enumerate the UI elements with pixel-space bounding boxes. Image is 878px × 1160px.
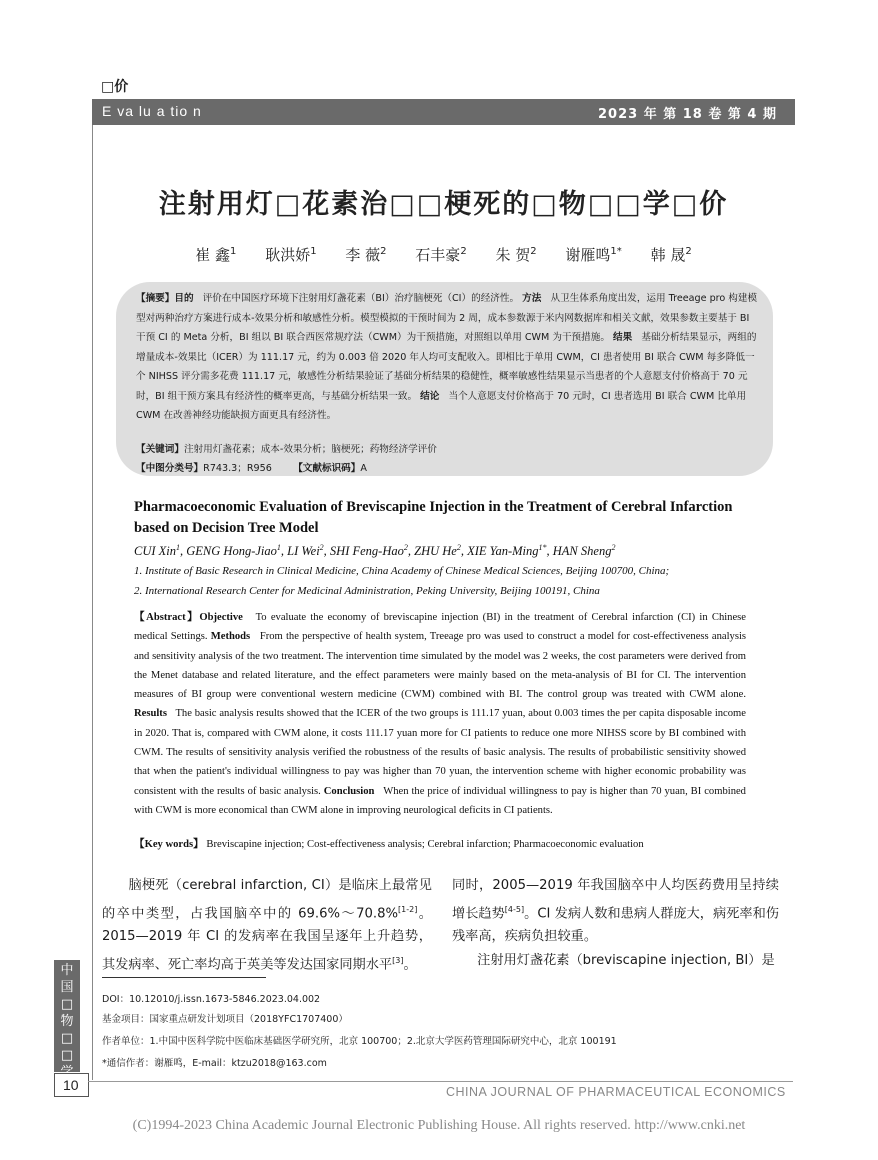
en-affiliation-1: 1. Institute of Basic Research in Clinical Medicine, China Academy of Chinese Medical Sciences, Beijing 100700, China; bbox=[134, 565, 670, 577]
page-number-box bbox=[54, 1073, 89, 1097]
footnote-fund: 基金项目：国家重点研发计划项目（2018YFC1707400） bbox=[102, 1014, 348, 1025]
en-abstract: 【Abstract】Objective To evaluate the economy of breviscapine injection (BI) in the treatment of Cerebral infarction (CI) in Chinese medical Settings. Methods From the perspective of health system, Treeage pro was used to construct a model for cost-effectiveness analysis and sensitivity analysis of the two treatment. The intervention time simulated by the model was 2 weeks, the cost parameters were derived from the Menet database and related literature, and the effect parameters were mainly based on the meta-analysis of BI for CI. The intervention measures of BI group were conventional western medicine (CWM) combined with BI. The control group was treated with CWM alone. Results The basic analysis results showed that the ICER of the two groups is 111.17 yuan, about 0.003 times the per capita disposable income in 2020. That is, compared with CWM alone, it costs 111.17 yuan more for CI patients to reduce one more NIHSS score by BI combined with CWM. The results of sensitivity analysis verified the robustness of the results of basic analysis. The results of probabilistic sensitivity showed that when the patient's individual willingness to pay was higher than 70 yuan, the intervention scheme with higher economic probability was consistent with the results of basic analysis. Conclusion When the price of individual willingness to pay is higher than 70 yuan, BI combined with CWM is more economical than CWM alone in improving neurological deficits in CI patients. bbox=[134, 612, 747, 816]
zh-classification: 【中图分类号】R743.3；R956 【文献标识码】A bbox=[136, 463, 367, 474]
en-affiliation-2: 2. International Research Center for Medicinal Administration, Peking University, Beijing 100191, China bbox=[134, 585, 600, 597]
body-left-column: 脑梗死（cerebral infarction, CI）是临床上最常见的卒中类型，占我国脑卒中的 69.6%～70.8%[1-2]。2015—2019 年 CI 的发病率在我国呈逐年上升趋势，其发病率、死亡率均高于英美等发达国家同期水平[3]。 bbox=[102, 878, 432, 973]
en-title: Pharmacoeconomic Evaluation of Breviscapine Injection in the Treatment of Cerebral Infarction based on Decision Tree Model bbox=[134, 499, 733, 536]
en-keywords: 【Key words】 Breviscapine injection; Cost-effectiveness analysis; Cerebral infarction; Pharmacoeconomic evaluation bbox=[134, 839, 644, 850]
author: 耿洪娇$^1$ bbox=[265, 246, 317, 264]
journal-name-footer: CHINA JOURNAL OF PHARMACEUTICAL ECONOMICS bbox=[446, 1085, 786, 1099]
footnote-corresponding: *通信作者：谢雁鸣，E-mail：ktzu2018@163.com bbox=[102, 1058, 327, 1069]
zh-keywords: 【关键词】注射用灯盏花素；成本-效果分析；脑梗死；药物经济学评价 bbox=[136, 444, 437, 455]
author: 韩 晟$^2$ bbox=[650, 246, 692, 264]
footnote-affiliation: 作者单位：1.中国中医科学院中医临床基础医学研究所，北京 100700；2.北京大学医药管理国际研究中心，北京 100191 bbox=[102, 1036, 617, 1047]
header-bar bbox=[92, 99, 795, 125]
left-rule bbox=[92, 125, 93, 1080]
section-label-en: E va lu a tio n bbox=[102, 103, 202, 119]
body-right-column: 同时，2005—2019 年我国脑卒中人均医药费用呈持续增长趋势[4-5]。CI 发病人数和患病人群庞大，病死率和伤残率高，疾病负担较重。 注射用灯盏花素（breviscapine injection, BI）是 bbox=[452, 878, 779, 968]
copyright-line: (C)1994-2023 China Academic Journal Electronic Publishing House. All rights reserved. http://www.cnki.net bbox=[132, 1118, 746, 1133]
author: 朱 贺$^2$ bbox=[495, 246, 537, 264]
en-author-list: CUI Xin$^1$, GENG Hong-Jiao$^1$, LI Wei$^2$, SHI Feng-Hao$^2$, ZHU He$^2$, XIE Yan-Ming$^{1*}$, HAN Sheng$^2$ bbox=[134, 543, 616, 559]
author: 石丰豪$^2$ bbox=[415, 246, 467, 264]
journal-side-tab: 中 国 □ 物 □ □ bbox=[54, 960, 80, 1072]
page-number: 10 bbox=[63, 1077, 79, 1093]
author: 李 薇$^2$ bbox=[345, 246, 387, 264]
footer-rule bbox=[88, 1081, 793, 1082]
author-list bbox=[92, 244, 795, 265]
issue-info: 2023 年 第 18 卷 第 4 期 bbox=[598, 107, 777, 122]
author: 谢雁鸣$^{1*}$ bbox=[565, 246, 622, 264]
zh-abstract: 【摘要】目的 评价在中国医疗环境下注射用灯盏花素（BI）治疗脑梗死（CI）的经济性。 方法 从卫生体系角度出发，运用 Treeage pro 构建模型对两种治疗方案进行成本-效果分析和敏感性分析。模型模拟的干预时间为 2 周，成本参数源于米内网数据库和相关文献，效果参数主要基于 BI 干预 CI 的 Meta 分析，BI 组以 BI 联合西医常规疗法（CWM）为干预措施，对照组以单用 CWM 为干预措施。 结果 基础分析结果显示，两组的增量成本-效果比（ICER）为 111.17 元，约为 0.003 倍 2020 年人均可支配收入。即相比于单用 CWM，CI 患者使用 BI 联合 CWM 每多降低一个 NIHSS 评分需多花费 111.17 元，敏感性分析结果验证了基础分析结果的稳健性，概率敏感性结果显示当患者的个人意愿支付价格高于 70 元时，BI 组干预方案具有经济性的概率更高，与基础分析结果一致。 结论 当个人意愿支付价格高于 70 元时，CI 患者选用 BI 联合 CWM 比单用 CWM 在改善神经功能缺损方面更具有经济性。 bbox=[136, 293, 758, 421]
section-label-zh: □价 bbox=[101, 79, 129, 95]
author: 崔 鑫$^1$ bbox=[195, 246, 237, 264]
article-title: 注射用灯□花素治□□梗死的□物□□学□价 bbox=[158, 189, 729, 220]
footnote-doi: DOI：10.12010/j.issn.1673-5846.2023.04.002 bbox=[102, 994, 321, 1005]
footnote-rule bbox=[102, 977, 266, 978]
